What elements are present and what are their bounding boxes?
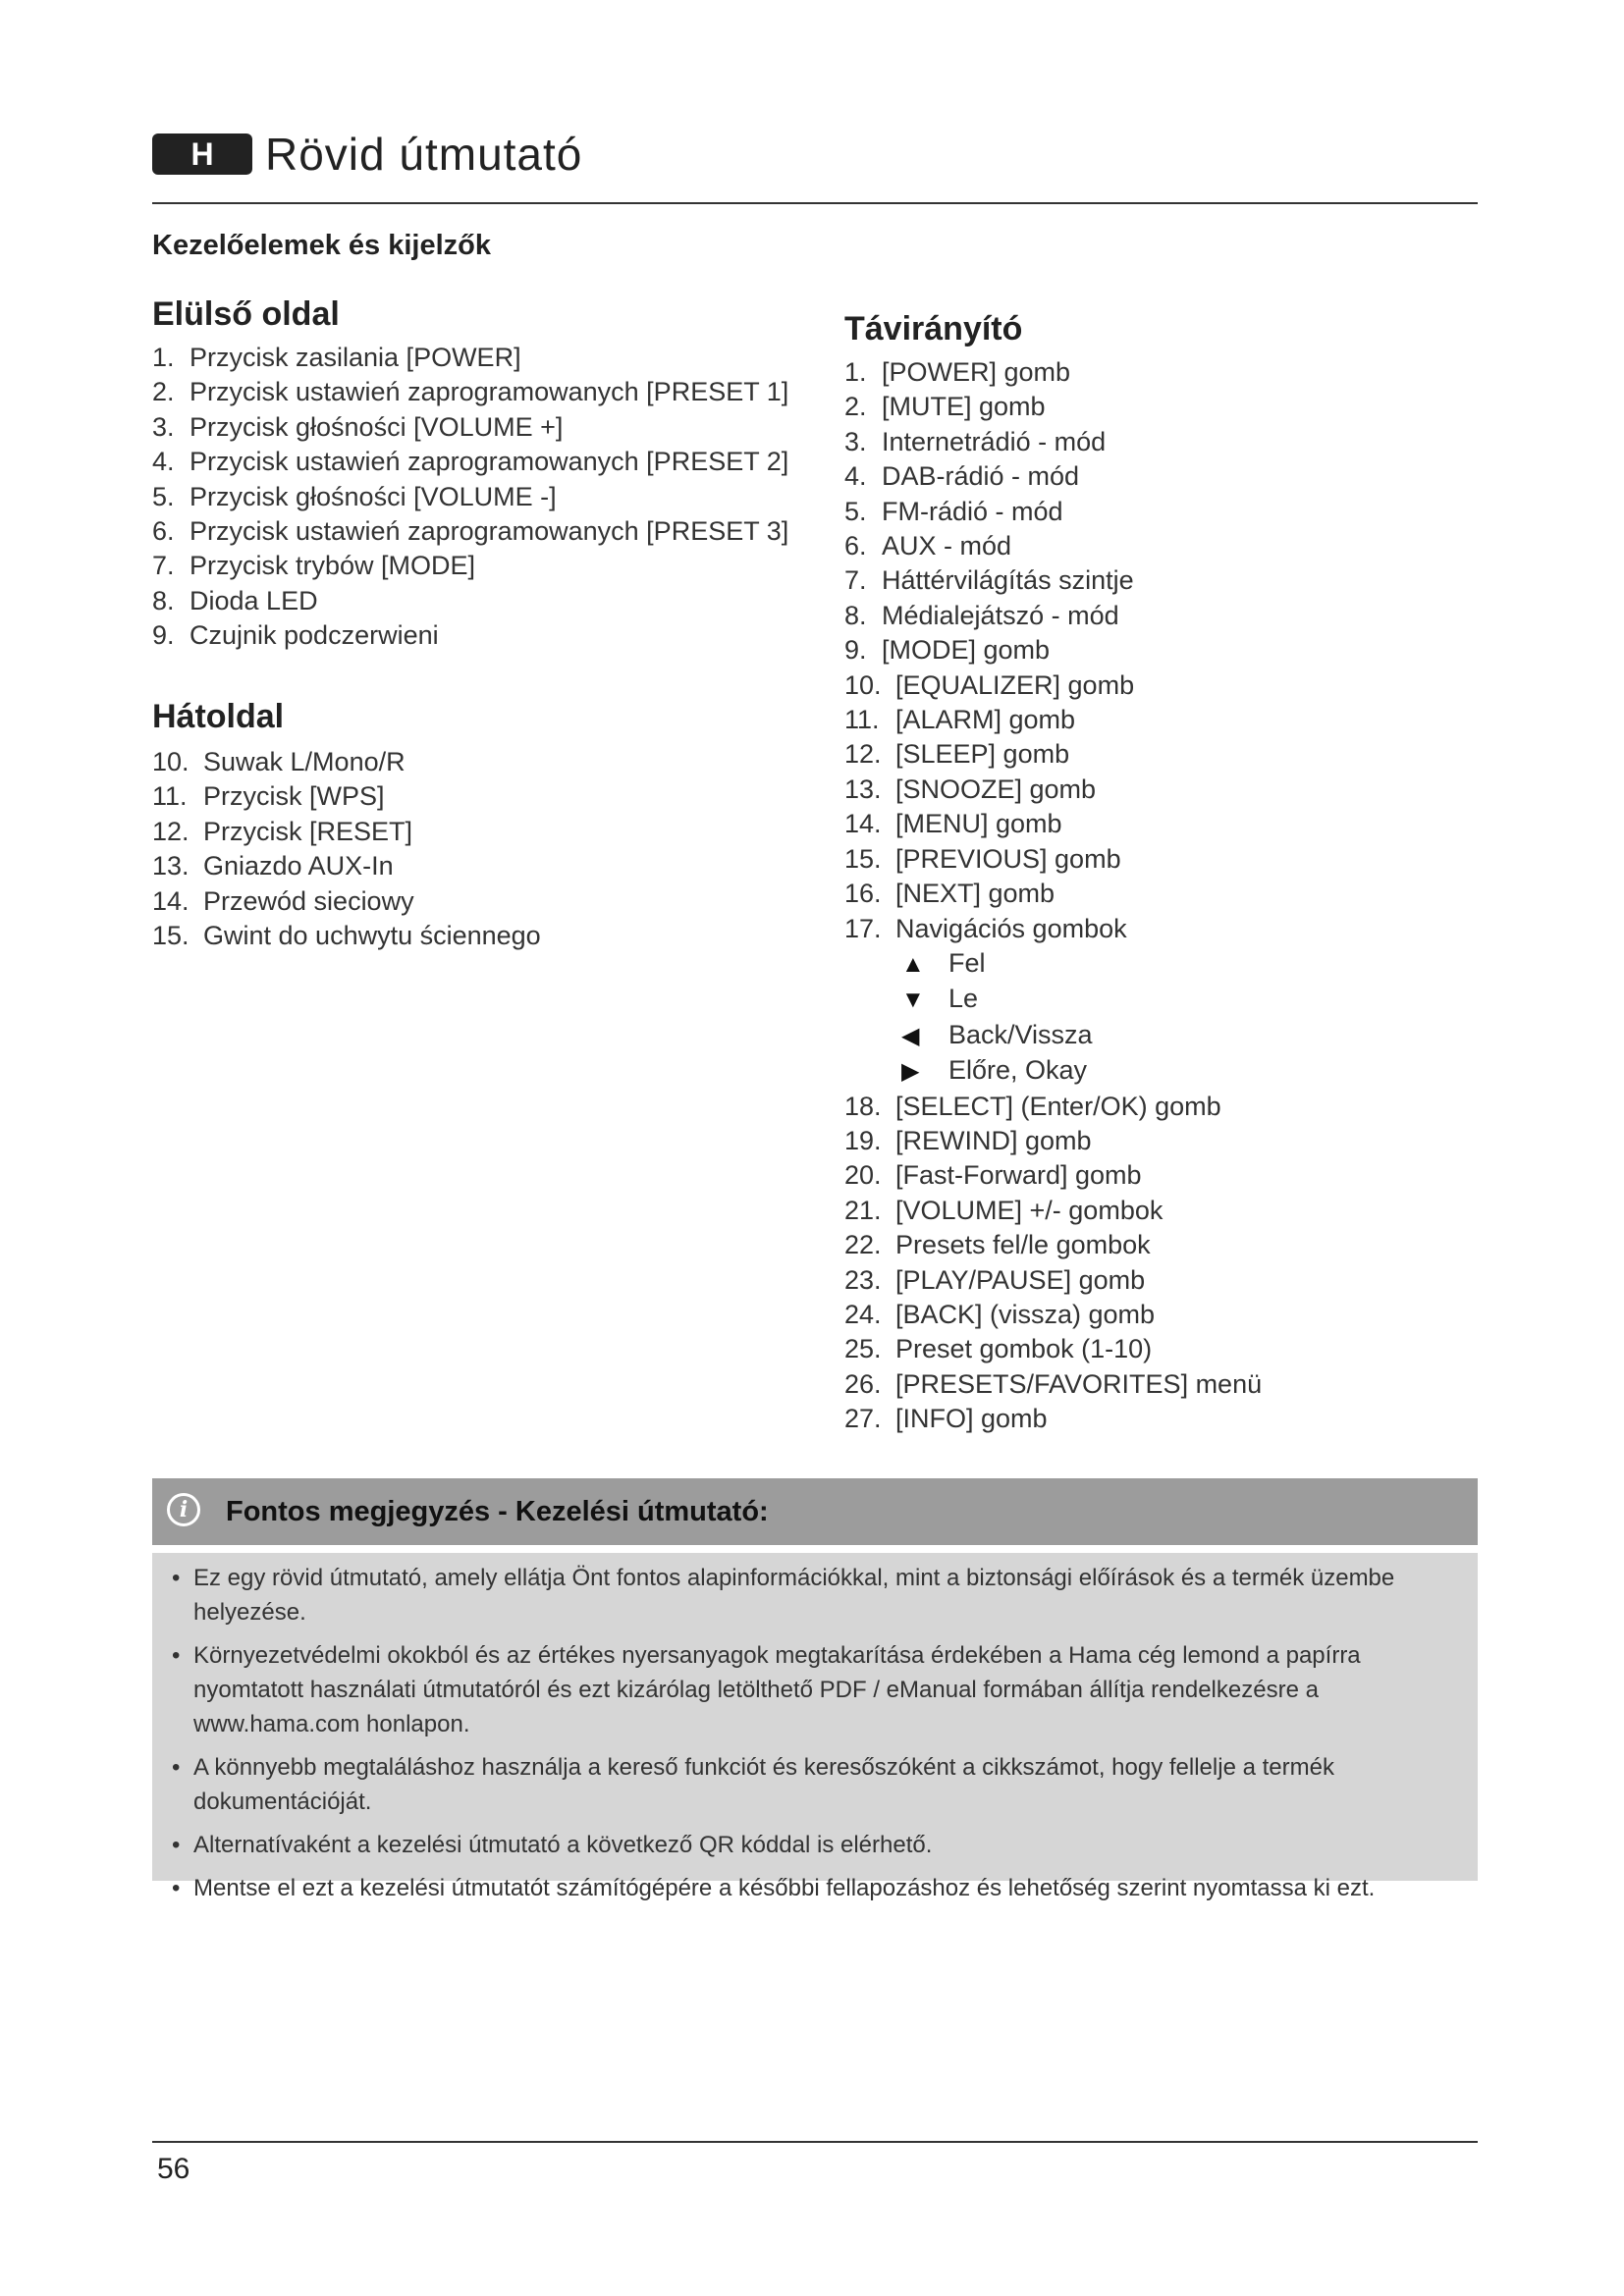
list-item: 2. [MUTE] gomb [844, 392, 1046, 422]
nav-item-up: ▲ Fel [844, 946, 1262, 982]
list-item: 11. Przycisk [WPS] [152, 781, 385, 812]
section-title: Kezelőelemek és kijelzők [152, 230, 491, 261]
notice-item: • Ez egy rövid útmutató, amely ellátja Önt fontos alapinformációkkal, mint a biztonsági előírások és a termék üzembe helyezése. [172, 1565, 1395, 1626]
list-item: 19. [REWIND] gomb [844, 1125, 1092, 1155]
list-item: 4. Przycisk ustawień zaprogramowanych [PRESET 2] [152, 447, 789, 477]
list-item: 2. Przycisk ustawień zaprogramowanych [PRESET 1] [152, 377, 789, 407]
list-item: 25. Preset gombok (1-10) [844, 1334, 1153, 1364]
page-number: 56 [157, 2153, 190, 2185]
page-title: Rövid útmutató [265, 129, 583, 180]
list-item: 12. Przycisk [RESET] [152, 816, 413, 846]
arrow-up-icon: ▲ [901, 950, 925, 978]
list-item: 15. [PREVIOUS] gomb [844, 843, 1121, 874]
notice-body [152, 1553, 1478, 1901]
notice-item: • Környezetvédelmi okokból és az értékes nyersanyagok megtakarítása érdekében a Hama cég lemond a papírra nyomtatott használati útmutatóról és ezt kizárólag letölthető PDF / eManual formában állítja rendelkezésre a www.hama.com honlapon. [172, 1642, 1361, 1737]
list-item: 14. Przewód sieciowy [152, 885, 414, 916]
remote-list [844, 355, 1262, 1437]
notice-item: • Mentse el ezt a kezelési útmutatót számítógépére a későbbi fellapozáshoz és lehetőség szerint nyomtassa ki ezt. [172, 1875, 1376, 1901]
list-item: 5. Przycisk głośności [VOLUME -] [152, 481, 557, 511]
remote-title: Távirányító [844, 310, 1023, 347]
notice-item: • A könnyebb megtaláláshoz használja a kereső funkciót és keresőszóként a cikkszámot, hogy fellelje a termék dokumentációját. [172, 1754, 1334, 1815]
list-item: 20. [Fast-Forward] gomb [844, 1160, 1142, 1191]
list-item: 6. AUX - mód [844, 531, 1012, 561]
nav-item-back: ◀ Back/Vissza [844, 1018, 1262, 1053]
list-item: 18. [SELECT] (Enter/OK) gomb [844, 1091, 1221, 1121]
list-item: 23. [PLAY/PAUSE] gomb [844, 1264, 1146, 1295]
list-item: 9. Czujnik podczerwieni [152, 620, 439, 651]
list-item: 10. [EQUALIZER] gomb [844, 669, 1135, 700]
list-item: 1. Przycisk zasilania [POWER] [152, 343, 521, 372]
list-item: 8. Dioda LED [152, 585, 318, 615]
notice-item: • Alternatívaként a kezelési útmutató a következő QR kóddal is elérhető. [172, 1832, 933, 1858]
list-item: 13. [SNOOZE] gomb [844, 774, 1097, 804]
list-item: 6. Przycisk ustawień zaprogramowanych [PRESET 3] [152, 516, 789, 547]
header-rule [152, 202, 1478, 204]
list-item: 3. Internetrádió - mód [844, 426, 1107, 456]
arrow-down-icon: ▼ [901, 987, 925, 1014]
list-item: 12. [SLEEP] gomb [844, 739, 1070, 770]
language-badge: H [152, 133, 252, 175]
arrow-right-icon: ▶ [901, 1058, 920, 1086]
list-item: 15. Gwint do uchwytu ściennego [152, 921, 541, 951]
notice-list [172, 1561, 1464, 1905]
footer-rule [152, 2141, 1478, 2143]
nav-item-down: ▼ Le [844, 982, 1262, 1017]
list-item: 8. Médialejátszó - mód [844, 600, 1119, 630]
notice-header [152, 1478, 1478, 1545]
front-side-list [152, 341, 788, 654]
list-item: 10. Suwak L/Mono/R [152, 747, 406, 776]
list-item: 14. [MENU] gomb [844, 809, 1062, 839]
list-item: 27. [INFO] gomb [844, 1404, 1048, 1434]
list-item: 11. [ALARM] gomb [844, 705, 1076, 735]
back-side-list [152, 745, 541, 953]
list-item: 1. [POWER] gomb [844, 357, 1071, 387]
list-item: 16. [NEXT] gomb [844, 879, 1056, 909]
notice-title: Fontos megjegyzés - Kezelési útmutató: [226, 1496, 769, 1527]
list-item: 7. Przycisk trybów [MODE] [152, 551, 476, 581]
nav-item-forward: ▶ Előre, Okay [844, 1053, 1262, 1089]
list-item: 22. Presets fel/le gombok [844, 1230, 1151, 1260]
list-item: 24. [BACK] (vissza) gomb [844, 1299, 1156, 1329]
list-item: 3. Przycisk głośności [VOLUME +] [152, 411, 564, 442]
list-item: 5. FM-rádió - mód [844, 496, 1063, 526]
list-item: 9. [MODE] gomb [844, 635, 1051, 666]
list-item: 21. [VOLUME] +/- gombok [844, 1195, 1164, 1225]
list-item: 17. Navigációs gombok [844, 913, 1127, 943]
list-item: 7. Háttérvilágítás szintje [844, 565, 1134, 596]
arrow-left-icon: ◀ [901, 1022, 920, 1049]
list-item: 4. DAB-rádió - mód [844, 461, 1080, 492]
list-item: 13. Gniazdo AUX-In [152, 851, 394, 881]
list-item: 26. [PRESETS/FAVORITES] menü [844, 1368, 1263, 1399]
info-icon: i [167, 1493, 200, 1526]
front-side-title: Elülső oldal [152, 295, 340, 333]
back-side-title: Hátoldal [152, 698, 285, 735]
